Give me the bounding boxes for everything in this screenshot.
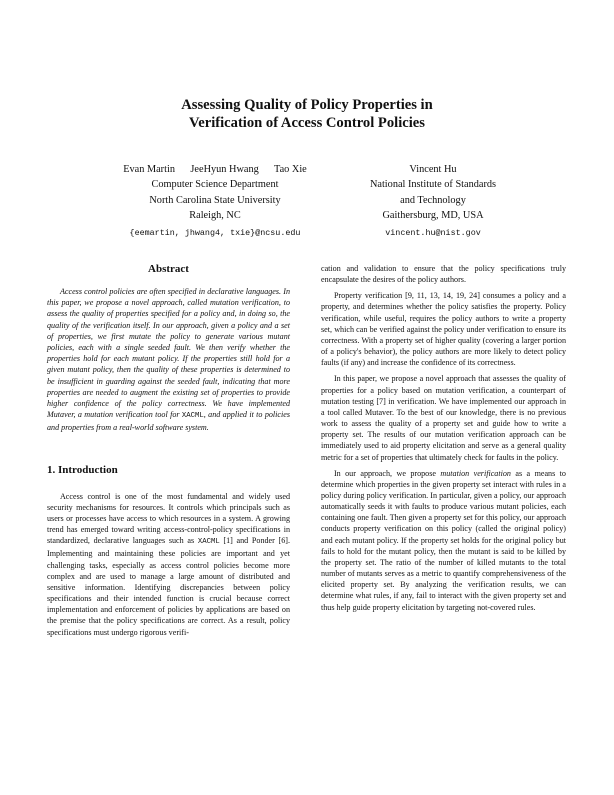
author-institution: North Carolina State University bbox=[149, 194, 281, 206]
mutation-verification-term: mutation verification bbox=[440, 468, 511, 478]
abstract-part-1: Access control policies are often specified in declarative languages. In this paper, we propose a novel approach, called mutation verification, to assess the quality of properties specified for a policy and, in doing so, the quality of the verification itself. In our approach, given a policy and a set of properties, we first mutate the policy to generate various mutant policies, each with a single seeded fault. We then verify whether the properties hold for each mutant policy. If the properties still hold for a given mutant policy, then the quality of these properties is determined to be insufficient in guarding against the seeded fault, indicating that more properties are needed to augment the existing set of properties to provide higher confidence of the policy correctness. We have implemented Mutaver, a mutation verification tool for bbox=[47, 287, 290, 420]
author-location: Raleigh, NC bbox=[189, 210, 241, 222]
paragraph-proposal: In this paper, we propose a novel approach that assesses the quality of properties for a policy based on mutation verification, a counterpart of mutation testing [7] in verification. We have implemented our approach in a tool called Mutaver. To the best of our knowledge, there is no previous work to assess the quality of a property set and guide how to write a property set. The results of our mutation verification approach can be immediately used to aid property elicitation and serve as a general quality metric for a set of properties that ultimately check for faults in the policy. bbox=[321, 374, 566, 462]
abstract-heading: Abstract bbox=[148, 263, 189, 275]
intro-paragraph bbox=[47, 491, 290, 638]
author-location: Gaithersburg, MD, USA bbox=[382, 210, 484, 222]
title-line-1: Assessing Quality of Policy Properties in bbox=[181, 97, 433, 113]
xacml-term: XACML bbox=[197, 538, 220, 547]
title-line-2: Verification of Access Control Policies bbox=[189, 115, 425, 131]
intro-part-1: Access control is one of the most fundamental and widely used security mechanisms for resources. It controls which principals such as users or processes have access to which resources in a system. A growing trend has emerged toward writing access-control-policy specifications in standardized, declarative languages such as bbox=[47, 491, 290, 546]
paragraph-property-verification: Property verification [9, 11, 13, 14, 19, 24] consumes a policy and a property, and determines whether the policy satisfies the property. Policy verification, while useful, requires the policy authors to write a property set, which can be verified against the policy under verification to ensure its correctness. With a property set of higher quality (covering a larger portion of a policy's behavior), the policy authors are more likely to detect policy faults (if any) and increase the confidence of its correctness. bbox=[321, 291, 566, 368]
approach-part-1: In our approach, we propose bbox=[333, 468, 441, 478]
author-name: Vincent Hu bbox=[409, 164, 457, 175]
author-dept: Computer Science Department bbox=[151, 179, 279, 191]
author-email: vincent.hu@nist.gov bbox=[385, 227, 481, 238]
left-column bbox=[47, 263, 290, 638]
author-block-nist bbox=[352, 162, 514, 241]
intro-part-2: [1] and Ponder [6]. Implementing and maintaining these policies are important and yet challenging tasks, especially as access control policies become more complex and are used to manage a large amount of distributed and sensitive information. Identifying discrepancies between policy specifications and their intended function is crucial because correct implementation and enforcement of policies by applications are based on the premise that the policy specifications are correct. As a result, policy specifications must undergo rigorous verifi- bbox=[47, 536, 290, 637]
author-block-ncsu bbox=[92, 162, 338, 241]
paper-title bbox=[0, 96, 614, 132]
author-names: Evan Martin JeeHyun Hwang Tao Xie bbox=[123, 164, 307, 175]
approach-part-2: as a means to determine which properties in the given property set interact with rules in a policy during policy verification. In particular, given a policy, our approach automatically seeds it with faults to produce various mutant policies, each containing one fault. Then given a property set for this policy, our approach conducts property verification on this policy (called the original policy) and each mutant policy. If the property set holds for the original policy but fails to hold for the mutant policy, then the mutant is said to be killed by the property set. The ratio of the number of killed mutants to the total number of mutants serves as a metric to quantify comprehensiveness of the elicited property set. By analyzing the verification results, we can determine what rules, if any, fail to interact with the given property set and thus help guide property elicitation by targeting not-covered rules. bbox=[321, 468, 566, 612]
right-column bbox=[321, 263, 566, 613]
section-heading-introduction: 1. Introduction bbox=[47, 463, 118, 476]
paragraph-continued: cation and validation to ensure that the policy specifications truly encapsulate the desires of the policy authors. bbox=[321, 264, 566, 285]
xacml-term: XACML bbox=[181, 412, 204, 421]
abstract-text bbox=[47, 286, 290, 434]
author-institution-1: National Institute of Standards bbox=[369, 179, 497, 191]
abstract-part-2: , and applied it to policies and properties from a real-world software system. bbox=[47, 410, 291, 433]
paragraph-approach bbox=[321, 468, 566, 613]
author-email: {eemartin, jhwang4, txie}@ncsu.edu bbox=[129, 227, 301, 238]
author-institution-2: and Technology bbox=[400, 194, 466, 206]
